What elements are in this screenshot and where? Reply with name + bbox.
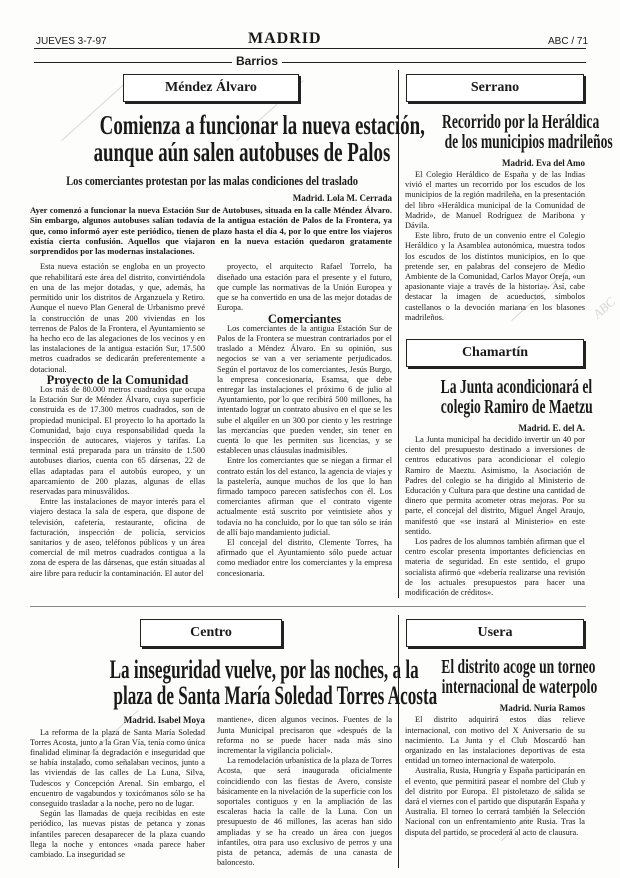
subhead: Proyecto de la Comunidad — [46, 372, 189, 387]
article-mendez-alvaro — [30, 70, 425, 598]
article-usera — [405, 615, 598, 868]
byline: Madrid. Eva del Amo — [501, 158, 585, 168]
district-box-serrano: Serrano — [406, 74, 584, 102]
district-box-centro: Centro — [140, 619, 282, 647]
article-centro — [30, 615, 438, 868]
section-divider — [30, 606, 586, 607]
bottom-section — [30, 615, 598, 868]
subhead: Comerciantes — [267, 311, 342, 326]
article-body: La Junta municipal ha decidido invertir un 40 por ciento del presupuesto destinado a inversiones de centros educativos para acondicionar el colegio Ramiro de Maeztu. Asimismo, la Asociación de Padres del colegio se ha dirigido al Ministerio de Educación y Cultura para que destine una cantidad de dinero que permita acometer otras mejoras. Por su parte, el concejal del distrito, Miguel Ángel Araujo, manifestó que «se instará al Ministerio» en este sentido. Los padres de los alumnos también afirman que el centro escolar presenta importantes deficiencias en materia de seguridad. En este sentido, el grupo socialista afirmó que «debería realizarse una revisión de los actuales presupuestos para hacer una modificación de créditos». — [405, 435, 585, 598]
section-label: Barrios — [232, 54, 282, 68]
header-rule — [34, 48, 586, 49]
article-columns — [30, 715, 392, 868]
headline-usera: El distrito acoge un torneo internacional de waterpolo — [441, 656, 598, 699]
byline: Madrid. Nuria Ramos — [499, 703, 585, 714]
byline: Madrid. Lola M. Cerrada — [292, 193, 392, 203]
byline: Madrid. E. del A. — [518, 423, 585, 434]
issue-date: JUEVES 3-7-97 — [36, 36, 107, 47]
article-body: El distrito adquirirá estos días relieve internacional, con motivo del X Aniversario de su nacimiento. La Junta y el Club Moscardó han organizado en las instalaciones deportivas de esta entidad un torneo internacional de waterpolo. Australia, Rusia, Hungría y España participarán en el evento, que permitirá pasear el nombre del Club y del distrito por Europa. El pistoletazo de salida se dará el viernes con el partido que disputarán España y Australia. El torneo lo cerrará también la Selección Nacional con un enfrentamiento ante Rusia. Tras la disputa del partido, se procederá al acto de clausura. — [405, 715, 585, 837]
district-box-chamartin: Chamartín — [406, 339, 584, 367]
article-column: Esta nueva estación se engloba en un proyecto que rehabilitará este área del distrito, convirtiéndola en una de las mejor dotadas, y que, además, ha permitido unir los distritos de Arganzuela y Retiro. Aunque el nuevo Plan General de Urbanismo prevé la construcción de unas 200 viviendas en los terrenos de Palos de la Frontera, el Ayuntamiento se ha hecho eco de las alegaciones de los vecinos y en las instalaciones de la antigua estación Sur, 17.500 metros cuadrados se dedicarán preferentemente a dotacional. Proyecto de la Comunidad Los más de 80.000 metros cuadrados que ocupa la Estación Sur de Méndez Álvaro, cuya superficie construida es de 17.300 metros cuadrados, son de propiedad municipal. El proyecto lo ha aportado la Comunidad, bajo cuya responsabilidad queda la inspección de autocares, viajeros y tarifas. La terminal está preparada para un tránsito de 1.500 autobuses diarios, cuenta con 65 dársenas, 22 de ellas adaptadas para el autobús europeo, y un aparcamiento de 200 plazas, algunas de ellas reservadas para minusválidos. Entre las instalaciones de mayor interés para el viajero destaca la sala de espera, que dispone de televisión, cafetería, restaurante, oficina de facturación, inspección de policía, servicios sanitarios y de aseo, teléfonos públicos y un área comercial de mil metros cuadrados contigua a la zona de espera de las dársenas, que están situadas al aire libre para reducir la contaminación. El autor del — [30, 262, 205, 578]
article-column: Madrid. Isabel Moya La reforma de la plaza de Santa María Soledad Torres Acosta, junto a la Gran Vía, tenía como única finalidad eliminar la degradación e inseguridad que se había instalado, como señalaban vecinos, junto a las viviendas de las calles de La Luna, Silva, Tudescos y Concepción Arenal. Sin embargo, el encuentro de vagabundos y toxicómanos sólo se ha conseguido trasladar a la noche, pero no de lugar. Según las llamadas de queja recibidas en este periódico, las nuevas pistas de petanca y zonas infantiles parecen desaparecer de la plaza cuando llega la noche y entonces «nada parece haber cambiado. La inseguridad se — [30, 715, 205, 859]
headline-serrano: Recorrido por la Heráldica de los municipios madrileños — [442, 111, 613, 153]
subheadline-mendez-alvaro: Los comerciantes protestan por las malas condiciones del traslado — [66, 173, 358, 188]
section-rule — [34, 62, 586, 63]
district-box-usera: Usera — [406, 619, 584, 647]
lead-paragraph: Ayer comenzó a funcionar la nueva Estación Sur de Autobuses, situada en la calle Méndez Álvaro. Sin embargo, algunos autobuses salían todavía de la antigua estación de Palos de la Frontera, ya que, como informó ayer este periódico, tienen de plazo hasta el día 4, por lo que entre los viajeros existía cierta confusión. Aquellos que viajaron en la nueva estación quedaron gratamente sorprendidos por las modernas instalaciones. — [30, 205, 392, 257]
page-number: ABC / 71 — [548, 36, 589, 47]
abc-watermark: ABC — [589, 293, 619, 322]
article-column: mantiene», dicen algunos vecinos. Fuentes de la Junta Municipal precisaron que «después de la reforma no se puede hacer nada más sino incrementar la vigilancia policial». La remodelación urbanística de la plaza de Torres Acosta, que será inaugurada oficialmente coincidiendo con las fiestas de Avero, consiste básicamente en la nivelación de la superficie con los soportales contiguos y en la ampliación de las escaleras hacia la calle de la Luna. Con un presupuesto de 46 millones, las aceras han sido ampliadas y se ha creado un área con juegos infantiles, otra para uso exclusivo de perros y una pista de petanca, además de una canasta de baloncesto. — [217, 715, 392, 868]
district-box-mendez-alvaro: Méndez Álvaro — [123, 74, 299, 102]
section-masthead: MADRID — [248, 30, 322, 47]
article-body: El Colegio Heráldico de España y de las Indias vivió el martes un recorrido por los escudos de los municipios de la región madrileña, en la presentación del libro «Heráldica municipal de la Comunidad de Madrid», de Manuel Rodríguez de Maribona y Dávila. Este libro, fruto de un convenio entre el Colegio Heráldico y la Asamblea autonómica, muestra todos los escudos de los distintos municipios, en lo que pretende ser, en palabras del consejero de Medio Ambiente de la Comunidad, Carlos Mayor Oreja, «un apasionante viaje a través de la historia». Así, cabe destacar la imagen de acueductos, símbolos castellanos o la devoción mariana en los blasones madrileños. — [405, 170, 585, 322]
column-divider — [398, 70, 399, 598]
headline-chamartin: La Junta acondicionará el colegio Ramiro de Maetzu — [440, 376, 593, 419]
article-columns — [30, 262, 392, 578]
headline-centro: La inseguridad vuelve, por las noches, a la plaza de Santa María Soledad Torres Acosta — [109, 655, 438, 711]
column-divider — [398, 615, 399, 868]
article-column: proyecto, el arquitecto Rafael Torrelo, ha diseñado una estación para el presente y el futuro, que cumple las normativas de la Unión Europea y que se ha convertido en una de las mejor dotadas de Europa. Comerciantes Los comerciantes de la antigua Estación Sur de Palos de la Frontera se muestran contrariados por el traslado a Méndez Álvaro. En su opinión, sus negocios se van a ver seriamente perjudicados. Según el portavoz de los comerciantes, Jesús Burgo, la empresa concesionaria, Esamsa, que debe entregar las instalaciones el próximo 6 de julio al Ayuntamiento, por lo que recibirá 500 millones, ha intentado lograr un contrato abusivo en el que se les sube el alquiler en un 300 por ciento y les restringe las mercancías que pueden vender, sin tener en cuenta lo que les permiten sus licencias, y se establecen unas cláusulas inadmisibles. Entre los comerciantes que se niegan a firmar el contrato están los del estanco, la agencia de viajes y la pastelería, aunque muchos de los que lo han firmado tampoco parecen satisfechos con él. Los comerciantes afirman que el contrato vigente actualmente está suscrito por veintisiete años y todavía no ha concluido, por lo que tan sólo se irán de allí bajo mandamiento judicial. El concejal del distrito, Clemente Torres, ha afirmado que el Ayuntamiento sólo puede actuar como mediador entre los comerciantes y la empresa concesionaria. — [217, 262, 392, 578]
headline-mendez-alvaro: Comienza a funcionar la nueva estación, aunque aún salen autobuses de Palos — [93, 110, 425, 167]
byline: Madrid. Isabel Moya — [123, 715, 205, 726]
